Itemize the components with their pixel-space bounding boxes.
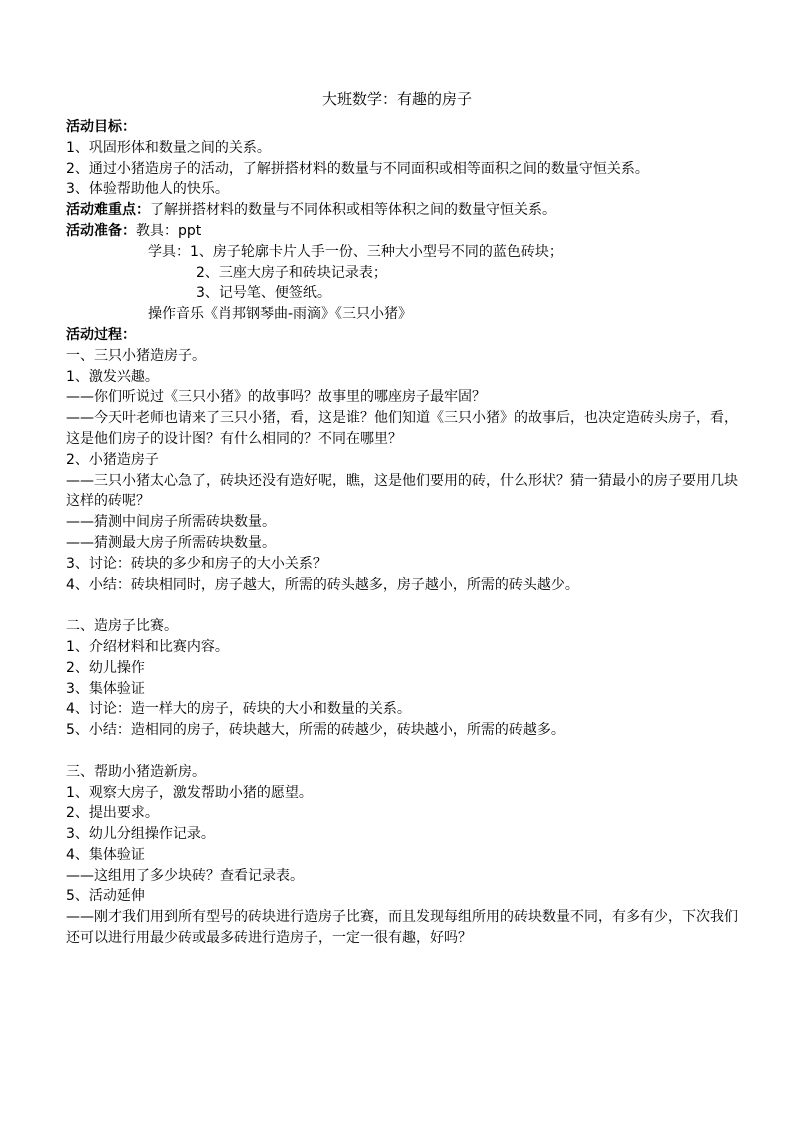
preparation-teacher: 教具：ppt	[136, 222, 202, 239]
process-heading: 活动过程：	[66, 326, 136, 343]
preparation-heading: 活动准备：	[66, 222, 136, 239]
process-line: 2、提出要求。	[66, 805, 159, 822]
process-line: ——猜测中间房子所需砖块数量。	[66, 514, 276, 531]
process-line: 1、介绍材料和比赛内容。	[66, 638, 229, 655]
key-points-text: 了解拼搭材料的数量与不同体积或相等体积之间的数量守恒关系。	[150, 202, 556, 219]
process-line: 1、观察大房子，激发帮助小猪的愿望。	[66, 784, 313, 801]
process-line: 2、小猪造房子	[66, 451, 159, 468]
process-line: 4、小结：砖块相同时，房子越大，所需的砖头越多，房子越小，所需的砖头越少。	[66, 576, 579, 593]
section-title: 一、三只小猪造房子。	[66, 347, 206, 364]
process-line: 3、幼儿分组操作记录。	[66, 826, 215, 843]
process-line: ——这组用了多少块砖？查看记录表。	[66, 867, 304, 884]
process-line: 5、小结：造相同的房子，砖块越大，所需的砖越少，砖块越小，所需的砖越多。	[66, 722, 565, 739]
process-line: 1、激发兴趣。	[66, 368, 159, 385]
goals-heading: 活动目标：	[66, 119, 136, 135]
process-line: 4、讨论：造一样大的房子，砖块的大小和数量的关系。	[66, 701, 411, 718]
key-points-heading: 活动难重点：	[66, 202, 150, 219]
spacer	[66, 741, 746, 762]
goal-item: 3、体验帮助他人的快乐。	[66, 181, 229, 198]
preparation-student-3: 3、记号笔、便签纸。	[196, 285, 331, 302]
preparation-music: 操作音乐《肖邦钢琴曲-雨滴》《三只小猪》	[148, 306, 413, 323]
process-line: 5、活动延伸	[66, 888, 145, 905]
goal-item: 1、巩固形体和数量之间的关系。	[66, 139, 271, 156]
preparation-line	[66, 221, 746, 242]
page-title: 大班数学：有趣的房子	[321, 90, 472, 108]
process-line: 3、讨论：砖块的多少和房子的大小关系？	[66, 555, 327, 572]
process-line: ——刚才我们用到所有型号的砖块进行造房子比赛，而且发现每组所用的砖块数量不同，有多有少，下次我们还可以进行用最少砖或最多砖进行造房子，一定一很有趣，好吗？	[66, 909, 738, 947]
process-line: 3、集体验证	[66, 680, 145, 697]
process-line: ——三只小猪太心急了，砖块还没有造好呢，瞧，这是他们要用的砖，什么形状？猜一猜最小的房子要用几块这样的砖呢？	[66, 472, 738, 510]
preparation-student-2: 2、三座大房子和砖块记录表；	[196, 264, 387, 281]
document-body	[66, 117, 746, 949]
process-line: ——今天叶老师也请来了三只小猪，看，这是谁？他们知道《三只小猪》的故事后，也决定造砖头房子，看，这是他们房子的设计图？有什么相同的？不同在哪里？	[66, 410, 738, 447]
section-title: 二、造房子比赛。	[66, 618, 178, 635]
process-line: 2、幼儿操作	[66, 659, 145, 676]
goal-item: 2、通过小猪造房子的活动，了解拼搭材料的数量与不同面积或相等面积之间的数量守恒关系。	[66, 160, 649, 177]
preparation-student-1: 学具：1、房子轮廓卡片人手一份、三种大小型号不同的蓝色砖块；	[148, 243, 563, 260]
process-line: 4、集体验证	[66, 846, 145, 863]
section-title: 三、帮助小猪造新房。	[66, 763, 206, 780]
spacer	[66, 595, 746, 616]
process-line: ——你们听说过《三只小猪》的故事吗？故事里的哪座房子最牢固？	[66, 389, 486, 406]
process-line: ——猜测最大房子所需砖块数量。	[66, 534, 276, 551]
key-points-line	[66, 200, 746, 221]
